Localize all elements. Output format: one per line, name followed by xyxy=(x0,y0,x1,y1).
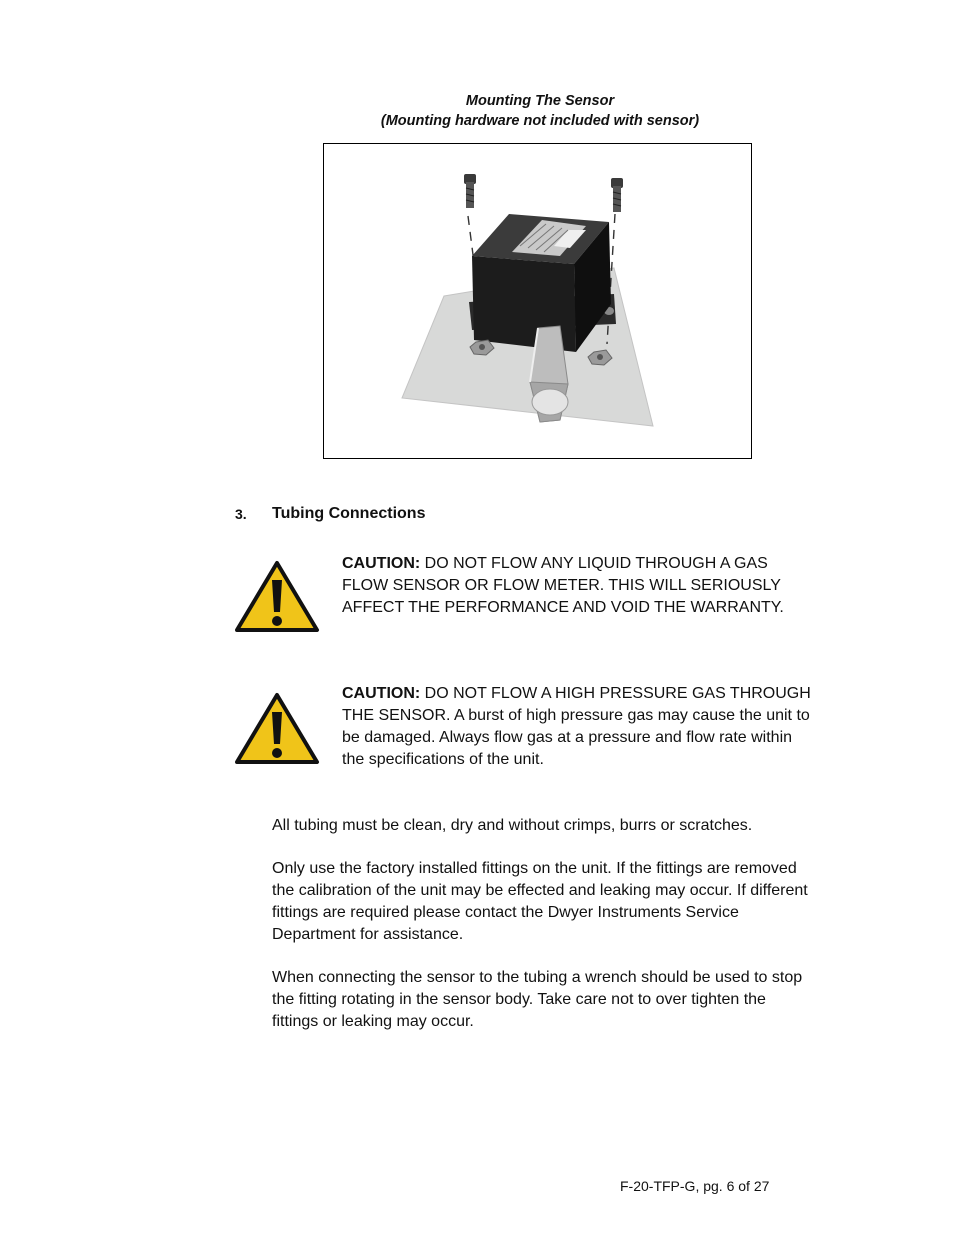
caution-text: DO NOT FLOW ANY LIQUID THROUGH A GAS FLOW SENSOR OR FLOW METER. THIS WILL SERIOUSLY AFFECT THE PERFORMANCE AND VOID THE WARRANTY. xyxy=(342,555,784,616)
caution-high-pressure xyxy=(342,683,812,771)
section-number: 3. xyxy=(235,506,247,522)
caution-label: CAUTION: xyxy=(342,555,421,572)
paragraph-tubing-clean: All tubing must be clean, dry and without crimps, burrs or scratches. xyxy=(272,817,753,834)
warning-triangle-icon xyxy=(234,692,320,766)
tube-fitting xyxy=(530,326,568,422)
figure-caption-subtitle: (Mounting hardware not included with sensor) xyxy=(380,113,700,129)
sensor-mounting-illustration xyxy=(324,144,752,459)
figure-caption-title: Mounting The Sensor xyxy=(465,93,615,109)
paragraph-wrench: When connecting the sensor to the tubing a wrench should be used to stop the fitting rotating in the sensor body. Take care not to over tighten the fittings or leaking may occur. xyxy=(272,969,803,1030)
caution-label: CAUTION: xyxy=(342,685,421,702)
screw-right xyxy=(611,178,623,212)
screw-left xyxy=(464,174,476,208)
caution-liquid xyxy=(342,553,812,619)
warning-triangle-icon xyxy=(234,560,320,634)
page-footer: F-20-TFP-G, pg. 6 of 27 xyxy=(620,1178,770,1194)
paragraph-fittings: Only use the factory installed fittings on the unit. If the fittings are removed the calibration of the unit may be effected and leaking may occur. If different fittings are required please contact the Dwyer Instruments Service Department for assistance. xyxy=(272,860,808,943)
mounting-figure xyxy=(323,143,752,459)
section-title: Tubing Connections xyxy=(272,505,426,522)
caution-text: DO NOT FLOW A HIGH PRESSURE GAS THROUGH THE SENSOR. A burst of high pressure gas may cause the unit to be damaged. Always flow gas at a pressure and flow rate within the specifications of the unit. xyxy=(342,685,811,768)
